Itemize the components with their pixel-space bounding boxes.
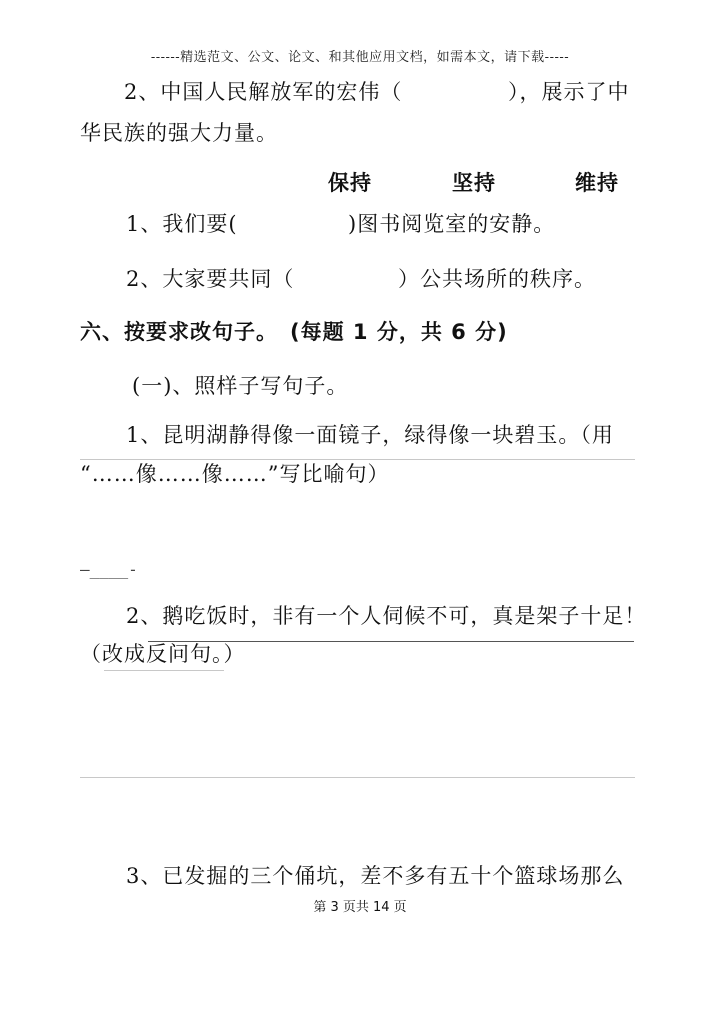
page-footer: 第 3 页共 14 页 [313,900,407,915]
exercise-1-line1: 1、昆明湖静得像一面镜子，绿得像一块碧玉。（用 [126,423,614,447]
fill-item-1-start: 1、我们要( [126,212,238,236]
fill-item-1-end: )图书阅览室的安静。 [348,212,556,236]
word-choice-1: 保持 [328,171,372,195]
answer-line [80,777,635,778]
q2-line2: 华民族的强大力量。 [80,121,278,145]
q2-line1-start: 2、中国人民解放军的宏伟（ [124,80,403,104]
exercise-2-line1: 2、鹅吃饭时，非有一个人伺候不可，真是架子十足！ [126,604,647,628]
q2-line1-end: ），展示了中 [508,80,630,104]
answer-line [104,670,224,671]
section6-score: (每题 1 分，共 6 分) [290,320,508,344]
section6-title: 六、按要求改句子。 [80,320,278,344]
fill-item-2-start: 2、大家要共同（ [126,267,295,291]
exercise-1-marks: —____- [80,560,138,579]
exercise-3-line1: 3、已发掘的三个俑坑，差不多有五十个篮球场那么 [126,864,625,888]
exercise-1-line2: “……像……像……”写比喻句） [80,462,390,486]
fill-item-2-end: ）公共场所的秩序。 [398,267,596,291]
page-header: ------精选范文、公文、论文、和其他应用文档，如需本文，请下载----- [150,50,570,65]
exercise-2-line2: （改成反问句。） [80,642,246,666]
word-choice-2: 坚持 [452,171,496,195]
word-choice-3: 维持 [575,171,619,195]
section6-subtitle: (一)、照样子写句子。 [132,374,349,398]
